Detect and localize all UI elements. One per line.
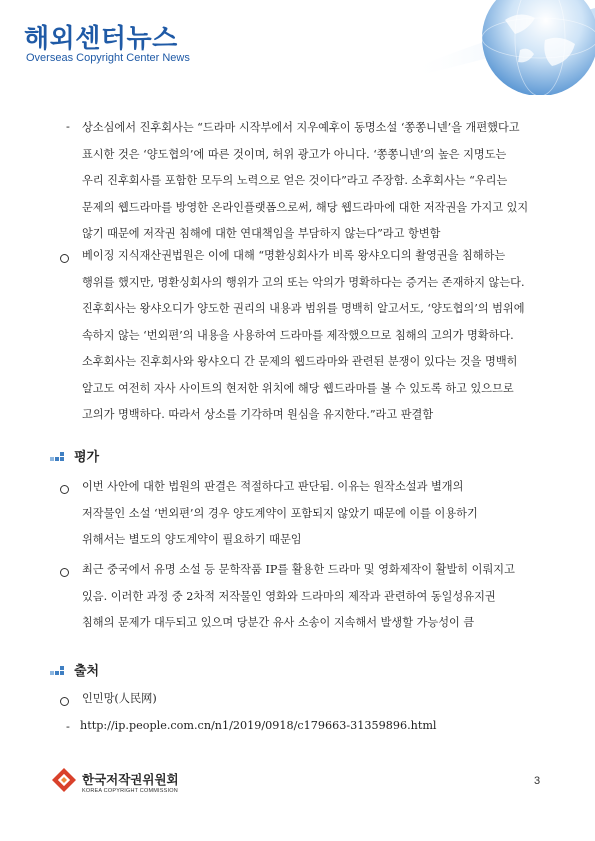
source-name: 인민망(人民网) <box>82 692 157 705</box>
text-line: 우리 진후회사를 포함한 모두의 노력으로 얻은 것이다”라고 주장함. 소후회사는 “우리는 <box>82 174 508 187</box>
section-bullet-icon <box>50 452 68 462</box>
source-link[interactable]: http://ip.people.com.cn/n1/2019/0918/c179663-31359896.html <box>80 719 437 732</box>
text-line: 침해의 문제가 대두되고 있으며 당분간 유사 소송이 지속해서 발생할 가능성이 큼 <box>82 616 475 629</box>
section-bullet-icon <box>50 666 68 676</box>
court-ruling-paragraph <box>82 243 542 429</box>
commission-name-en: KOREA COPYRIGHT COMMISSION <box>82 788 178 794</box>
text-line: 저작물인 소설 ‘번외편’의 경우 양도계약이 포함되지 않았기 때문에 이를 이용하기 <box>82 506 478 520</box>
evaluation-item-2 <box>82 557 542 637</box>
text-line: 문제의 웹드라마를 방영한 온라인플랫폼으로써, 해당 웹드라마에 대한 저작권을 가지고 있지 <box>82 200 529 214</box>
claim-paragraph <box>82 115 542 248</box>
circle-bullet <box>60 697 69 706</box>
text-line: 알고도 여전히 자사 사이트의 현저한 위치에 해당 웹드라마를 볼 수 있도록 하고 있으므로 <box>82 381 514 395</box>
section-heading-source: 출처 <box>74 664 100 679</box>
text-line: 상소심에서 진후회사는 “드라마 시작부에서 지우예후이 동명소설 ‘쫑쫑니넨’을 개편했다고 <box>82 121 520 134</box>
page-number: 3 <box>534 775 541 787</box>
source-item <box>82 686 542 713</box>
commission-name: 한국저작권위원회 <box>82 772 179 787</box>
text-line: 있음. 이러한 과정 중 2차적 저작물인 영화와 드라마의 제작과 관련하여 동일성유지권 <box>82 589 496 603</box>
text-line: 행위를 했지만, 명환싱회사의 행위가 고의 또는 악의가 명확하다는 증거는 존재하지 않는다. <box>82 275 525 289</box>
text-line: 위해서는 별도의 양도계약이 필요하기 때문임 <box>82 533 302 546</box>
text-line: 이번 사안에 대한 법원의 판결은 적절하다고 판단됨. 이유는 원작소설과 별개의 <box>82 480 464 493</box>
commission-logo-icon <box>50 766 78 794</box>
circle-bullet <box>60 568 69 577</box>
text-line: 진후회사는 왕샤오디가 양도한 권리의 내용과 범위를 명백히 알고서도, ‘양도협의’의 범위에 <box>82 302 525 315</box>
dash-bullet: - <box>66 119 70 133</box>
text-line: 베이징 지식재산권법원은 이에 대해 “명환싱회사가 비록 왕샤오디의 촬영권을 침해하는 <box>82 249 506 262</box>
text-line: 표시한 것은 ‘양도협의’에 따른 것이며, 허위 광고가 아니다. ‘쫑쫑니넨’의 높은 지명도는 <box>82 147 507 161</box>
text-line: 최근 중국에서 유명 소설 등 문학작품 IP를 활용한 드라마 및 영화제작이 활발히 이뤄지고 <box>82 563 515 576</box>
section-heading-evaluation: 평가 <box>74 450 100 465</box>
text-line: 속하지 않는 ‘번외편’의 내용을 사용하여 드라마를 제작했으므로 침해의 고의가 명확하다. <box>82 328 514 342</box>
header-title: 해외센터뉴스 <box>24 24 178 54</box>
source-link-line <box>80 713 540 740</box>
text-line: 소후회사는 진후회사와 왕샤오디 간 문제의 웹드라마와 관련된 분쟁이 있다는 것을 명백히 <box>82 355 518 368</box>
circle-bullet <box>60 485 69 494</box>
evaluation-item-1 <box>82 474 542 554</box>
circle-bullet <box>60 254 69 263</box>
text-line: 않기 때문에 저작권 침해에 대한 연대책임을 부담하지 않는다”라고 항변함 <box>82 227 441 240</box>
text-line: 고의가 명백하다. 따라서 상소를 기각하며 원심을 유지한다.”라고 판결함 <box>82 408 434 421</box>
dash-bullet: - <box>66 719 70 733</box>
header-subtitle: Overseas Copyright Center News <box>26 52 190 64</box>
globe-graphic <box>410 0 595 95</box>
page-header <box>0 0 595 80</box>
